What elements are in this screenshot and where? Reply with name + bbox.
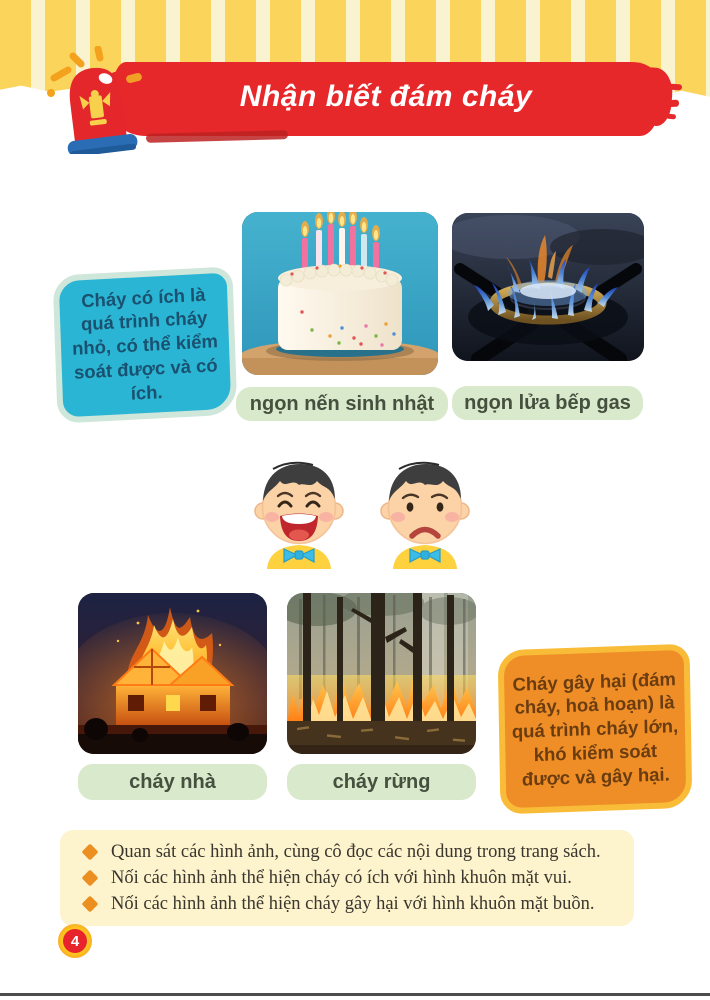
label-birthday-candle: ngọn nến sinh nhật (236, 387, 448, 421)
birthday-cake-photo (242, 212, 438, 375)
page-number: 4 (63, 929, 87, 953)
harmful-fire-bubble (498, 644, 693, 815)
instruction-item: Nối các hình ảnh thể hiện cháy có ích với hình khuôn mặt vui. (80, 868, 620, 889)
forest-fire-photo (287, 593, 476, 754)
instruction-item: Quan sát các hình ảnh, cùng cô đọc các nội dung trong trang sách. (80, 842, 620, 863)
instructions-box (60, 830, 634, 926)
harmful-fire-text: Cháy gây hại (đám cháy, hoả hoạn) là quá trình cháy lớn, khó kiểm soát được và gây hại. (511, 667, 679, 790)
useful-fire-bubble (53, 266, 238, 423)
sad-face-icon (377, 453, 473, 569)
gas-stove-photo (452, 213, 644, 361)
label-forest-fire: cháy rừng (287, 764, 476, 800)
label-house-fire: cháy nhà (78, 764, 267, 800)
title-banner (112, 62, 660, 136)
label-gas-flame: ngọn lửa bếp gas (452, 386, 643, 420)
house-fire-photo (78, 593, 267, 754)
instruction-item: Nối các hình ảnh thể hiện cháy gây hại với hình khuôn mặt buồn. (80, 894, 620, 915)
page-number-badge (58, 924, 92, 958)
useful-fire-text: Cháy có ích là quá trình cháy nhỏ, có thể kiểm soát được và có ích. (71, 283, 219, 404)
happy-face-icon (251, 453, 347, 569)
diamond-bullet-icon (82, 844, 99, 861)
diamond-bullet-icon (82, 870, 99, 887)
siren-icon (42, 46, 150, 154)
page-bottom-edge (0, 993, 710, 996)
page-title: Nhận biết đám cháy (239, 80, 533, 113)
diamond-bullet-icon (82, 896, 99, 913)
